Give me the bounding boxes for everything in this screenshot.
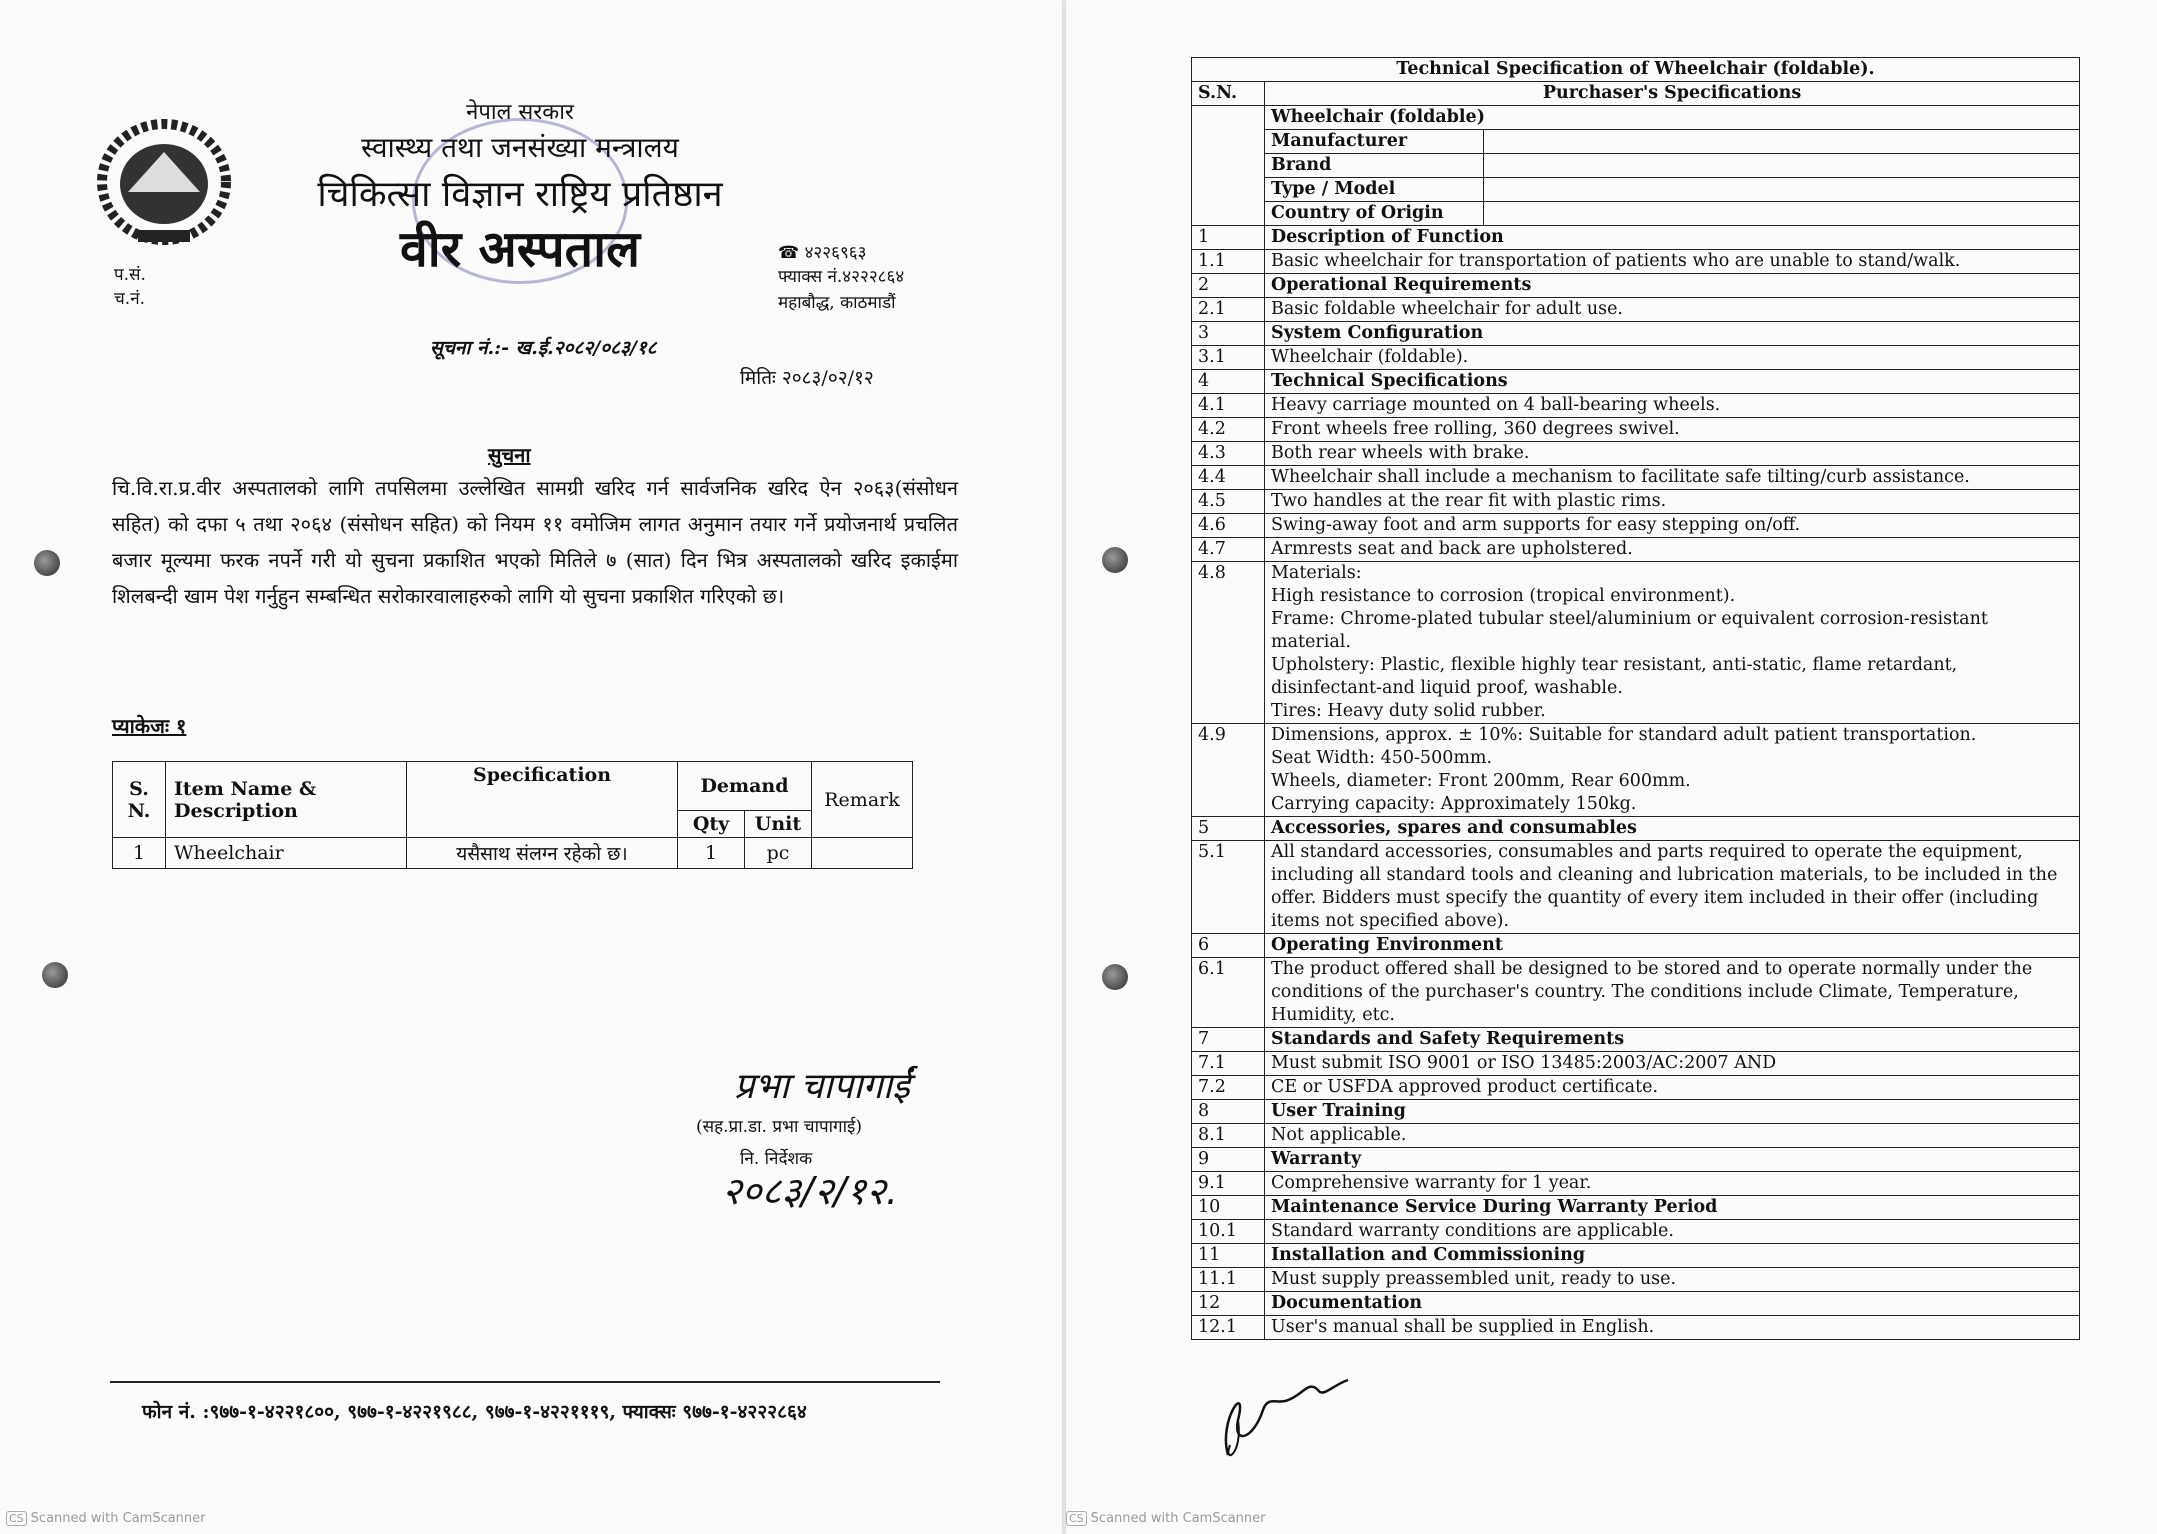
- row-sn: 4.8: [1192, 562, 1265, 724]
- row-sn: 4.4: [1192, 466, 1265, 490]
- notice-title: सुचना: [488, 443, 531, 467]
- row-sn: 4.7: [1192, 538, 1265, 562]
- scanner-watermark: CS Scanned with CamScanner: [6, 1511, 206, 1526]
- handwritten-signature: प्रभा चापागाईं: [734, 1066, 910, 1107]
- row-text: Must submit ISO 9001 or ISO 13485:2003/AC:2007 AND: [1265, 1052, 2080, 1076]
- info-field-value: [1484, 130, 2080, 154]
- info-field-label: Type / Model: [1265, 178, 1484, 202]
- row-sn: 4.5: [1192, 490, 1265, 514]
- row-line: Tires: Heavy duty solid rubber.: [1271, 701, 1546, 721]
- row-sn: 4.1: [1192, 394, 1265, 418]
- table-row: [1192, 1100, 2080, 1124]
- table-row: [1192, 466, 2080, 490]
- info-field-value: [1484, 202, 2080, 226]
- scanner-watermark: CS Scanned with CamScanner: [1066, 1511, 1266, 1526]
- row-sn: 7.1: [1192, 1052, 1265, 1076]
- government-name: नेपाल सरकार: [466, 100, 574, 125]
- cell-unit: pc: [745, 838, 812, 869]
- row-sn: 1: [1192, 226, 1265, 250]
- table-row: [1192, 418, 2080, 442]
- row-line: Frame: Chrome-plated tubular steel/aluminium or equivalent corrosion-resistant material.: [1271, 609, 1988, 652]
- row-line: Materials:: [1271, 563, 1362, 583]
- spec-table: [1191, 57, 2080, 1340]
- row-sn: 7.2: [1192, 1076, 1265, 1100]
- row-text: Technical Specifications: [1265, 370, 2080, 394]
- row-line: Carrying capacity: Approximately 150kg.: [1271, 794, 1637, 814]
- table-row: [1192, 1028, 2080, 1052]
- row-sn: 2.1: [1192, 298, 1265, 322]
- table-row: [1192, 514, 2080, 538]
- row-text: Comprehensive warranty for 1 year.: [1265, 1172, 2080, 1196]
- camscanner-icon: CS: [1066, 1511, 1087, 1526]
- table-row: [113, 838, 913, 869]
- table-row: [1192, 394, 2080, 418]
- row-text: Both rear wheels with brake.: [1265, 442, 2080, 466]
- row-line: Wheels, diameter: Front 200mm, Rear 600mm.: [1271, 771, 1691, 791]
- punch-hole: [1102, 964, 1128, 990]
- camscanner-icon: CS: [6, 1511, 27, 1526]
- row-sn: 12.1: [1192, 1316, 1265, 1340]
- row-line: Dimensions, approx. ± 10%: Suitable for standard adult patient transportation.: [1271, 725, 1977, 745]
- col-remark: Remark: [812, 762, 913, 838]
- row-line: Upholstery: Plastic, flexible highly tear resistant, anti-static, flame retardant, disinfectant-and liquid proof, washable.: [1271, 655, 1958, 698]
- row-sn: 3.1: [1192, 346, 1265, 370]
- row-text: Standards and Safety Requirements: [1265, 1028, 2080, 1052]
- row-text: Installation and Commissioning: [1265, 1244, 2080, 1268]
- row-text: Must supply preassembled unit, ready to use.: [1265, 1268, 2080, 1292]
- table-row: [1192, 370, 2080, 394]
- table-row: [1192, 1172, 2080, 1196]
- row-text: User Training: [1265, 1100, 2080, 1124]
- row-sn: 11.1: [1192, 1268, 1265, 1292]
- punch-hole: [42, 962, 68, 988]
- table-row: [1192, 1244, 2080, 1268]
- spec-header: Purchaser's Specifications: [1265, 82, 2080, 106]
- signatory-name: (सह.प्रा.डा. प्रभा चापागाई): [696, 1117, 862, 1137]
- row-sn: 7: [1192, 1028, 1265, 1052]
- signatory-title: नि. निर्देशक: [740, 1149, 813, 1169]
- table-row: [1192, 346, 2080, 370]
- row-sn: 1.1: [1192, 250, 1265, 274]
- info-field-value: [1484, 178, 2080, 202]
- contact-address: महाबौद्ध, काठमाडौं: [778, 293, 896, 313]
- row-sn: 4: [1192, 370, 1265, 394]
- row-text: [1265, 724, 2080, 817]
- table-row: [1192, 724, 2080, 817]
- notice-body: चि.वि.रा.प्र.वीर अस्पतालको लागि तपसिलमा उल्लेखित सामग्री खरिद गर्न सार्वजनिक खरिद ऐन २०६३(संसोधन सहित) को दफा ५ तथा २०६४ (संसोधन सहित) को नियम ११ वमोजिम लागत अनुमान तयार गर्ने प्रयोजनार्थ प्रचलित बजार मूल्यमा फरक नपर्ने गरी यो सुचना प्रकाशित भएको मितिले ७ (सात) दिन भित्र अस्पतालको खरिद इकाईमा शिलबन्दी खाम पेश गर्नुहुन सम्बन्धित सरोकारवालाहरुको लागि यो सुचना प्रकाशित गरिएको छ।: [112, 476, 958, 608]
- footer-divider: [110, 1381, 940, 1383]
- hospital-name: वीर अस्पताल: [399, 219, 640, 278]
- punch-hole: [34, 550, 60, 576]
- handwritten-date: २०८३/२/१२.: [722, 1169, 899, 1213]
- cell-remark: [812, 838, 913, 869]
- punch-hole: [1102, 547, 1128, 573]
- product-name: Wheelchair (foldable): [1265, 106, 2080, 130]
- row-text: Not applicable.: [1265, 1124, 2080, 1148]
- table-row: [1192, 841, 2080, 934]
- row-text: Maintenance Service During Warranty Period: [1265, 1196, 2080, 1220]
- table-row: [1192, 226, 2080, 250]
- phone-line: फोन नं. :९७७-१-४२२१८००, ९७७-१-४२२१९८८, ९७७-१-४२२१११९, फ्याक्सः ९७७-१-४२२२८६४: [142, 1401, 807, 1423]
- table-row: [1192, 298, 2080, 322]
- table-row: [1192, 1148, 2080, 1172]
- row-sn: 6: [1192, 934, 1265, 958]
- row-sn: 6.1: [1192, 958, 1265, 1028]
- row-text: Warranty: [1265, 1148, 2080, 1172]
- row-sn: 10: [1192, 1196, 1265, 1220]
- row-line: Seat Width: 450-500mm.: [1271, 748, 1493, 768]
- row-text: Operational Requirements: [1265, 274, 2080, 298]
- row-text: Wheelchair shall include a mechanism to facilitate safe tilting/curb assistance.: [1265, 466, 2080, 490]
- row-text: Accessories, spares and consumables: [1265, 817, 2080, 841]
- table-row: [1192, 958, 2080, 1028]
- row-sn: 3: [1192, 322, 1265, 346]
- row-text: User's manual shall be supplied in English.: [1265, 1316, 2080, 1340]
- spec-sn-header: S.N.: [1192, 82, 1265, 106]
- row-sn: 12: [1192, 1292, 1265, 1316]
- row-sn: 9.1: [1192, 1172, 1265, 1196]
- table-row: [1192, 442, 2080, 466]
- row-text: Front wheels free rolling, 360 degrees swivel.: [1265, 418, 2080, 442]
- row-sn: 4.2: [1192, 418, 1265, 442]
- signature-scribble: [1208, 1360, 1358, 1470]
- row-text: Description of Function: [1265, 226, 2080, 250]
- ministry-name: स्वास्थ्य तथा जनसंख्या मन्त्रालय: [361, 131, 679, 164]
- package-label: प्याकेजः १: [112, 714, 187, 738]
- cell-qty: 1: [678, 838, 745, 869]
- row-text: Heavy carriage mounted on 4 ball-bearing wheels.: [1265, 394, 2080, 418]
- col-qty: Qty: [678, 811, 745, 838]
- row-line: High resistance to corrosion (tropical environment).: [1271, 586, 1736, 606]
- row-text: Swing-away foot and arm supports for easy stepping on/off.: [1265, 514, 2080, 538]
- table-row: [1192, 490, 2080, 514]
- row-sn: 8: [1192, 1100, 1265, 1124]
- row-text: Armrests seat and back are upholstered.: [1265, 538, 2080, 562]
- spec-title: Technical Specification of Wheelchair (foldable).: [1192, 58, 2080, 82]
- table-row: [1192, 1220, 2080, 1244]
- row-text: Documentation: [1265, 1292, 2080, 1316]
- table-row: [1192, 538, 2080, 562]
- row-sn: 4.6: [1192, 514, 1265, 538]
- contact-fax: फ्याक्स नं.४२२२८६४: [778, 267, 905, 287]
- table-row: [1192, 817, 2080, 841]
- table-row: [1192, 1052, 2080, 1076]
- row-sn: 4.3: [1192, 442, 1265, 466]
- col-unit: Unit: [745, 811, 812, 838]
- table-row: [1192, 322, 2080, 346]
- notice-number: सूचना नं.:- ख.ई.२०८२/०८३/१८: [430, 337, 657, 359]
- info-field-value: [1484, 154, 2080, 178]
- row-sn: 2: [1192, 274, 1265, 298]
- col-sn: S. N.: [113, 762, 166, 838]
- row-text: All standard accessories, consumables and parts required to operate the equipment, including all standard tools and cleaning and lubrication materials, to be included in the offer. Bidders must specify the quantity of every item included in their offer (including items not specified above).: [1265, 841, 2080, 934]
- notice-date: मितिः २०८३/०२/१२: [740, 367, 874, 389]
- institute-name: चिकित्सा विज्ञान राष्ट्रिय प्रतिष्ठान: [317, 174, 723, 215]
- row-sn: 10.1: [1192, 1220, 1265, 1244]
- row-text: Wheelchair (foldable).: [1265, 346, 2080, 370]
- row-sn: 8.1: [1192, 1124, 1265, 1148]
- table-row: [1192, 1316, 2080, 1340]
- table-row: [1192, 1076, 2080, 1100]
- row-sn: 9: [1192, 1148, 1265, 1172]
- col-item: Item Name & Description: [166, 762, 407, 838]
- row-text: Operating Environment: [1265, 934, 2080, 958]
- row-text: The product offered shall be designed to be stored and to operate normally under the conditions of the purchaser's country. The conditions include Climate, Temperature, Humidity, etc.: [1265, 958, 2080, 1028]
- row-text: Two handles at the rear fit with plastic rims.: [1265, 490, 2080, 514]
- row-sn: 5: [1192, 817, 1265, 841]
- row-text: Basic foldable wheelchair for adult use.: [1265, 298, 2080, 322]
- table-row: [1192, 1124, 2080, 1148]
- table-row: [1192, 562, 2080, 724]
- items-table: [112, 761, 913, 869]
- table-row: [1192, 1196, 2080, 1220]
- left-page: [0, 0, 1062, 1534]
- col-demand: Demand: [678, 762, 812, 811]
- row-text: [1265, 562, 2080, 724]
- row-text: Standard warranty conditions are applicable.: [1265, 1220, 2080, 1244]
- table-row: [1192, 1268, 2080, 1292]
- row-text: Basic wheelchair for transportation of patients who are unable to stand/walk.: [1265, 250, 2080, 274]
- contact-phone: ☎ ४२२६९६३: [778, 243, 867, 263]
- table-row: [1192, 934, 2080, 958]
- col-spec: Specification: [407, 762, 678, 838]
- info-field-label: Country of Origin: [1265, 202, 1484, 226]
- row-sn: 11: [1192, 1244, 1265, 1268]
- table-row: [1192, 250, 2080, 274]
- row-text: System Configuration: [1265, 322, 2080, 346]
- row-text: CE or USFDA approved product certificate.: [1265, 1076, 2080, 1100]
- cell-item: Wheelchair: [166, 838, 407, 869]
- info-field-label: Manufacturer: [1265, 130, 1484, 154]
- ref-cn: च.नं.: [114, 289, 146, 309]
- table-row: [1192, 1292, 2080, 1316]
- nepal-emblem-icon: [88, 112, 240, 252]
- info-field-label: Brand: [1265, 154, 1484, 178]
- cell-spec: यसैसाथ संलग्न रहेको छ।: [407, 838, 678, 869]
- table-row: [1192, 274, 2080, 298]
- letterhead: [270, 96, 770, 281]
- row-sn: 4.9: [1192, 724, 1265, 817]
- ref-ps: प.सं.: [114, 265, 146, 285]
- cell-sn: 1: [113, 838, 166, 869]
- row-sn: 5.1: [1192, 841, 1265, 934]
